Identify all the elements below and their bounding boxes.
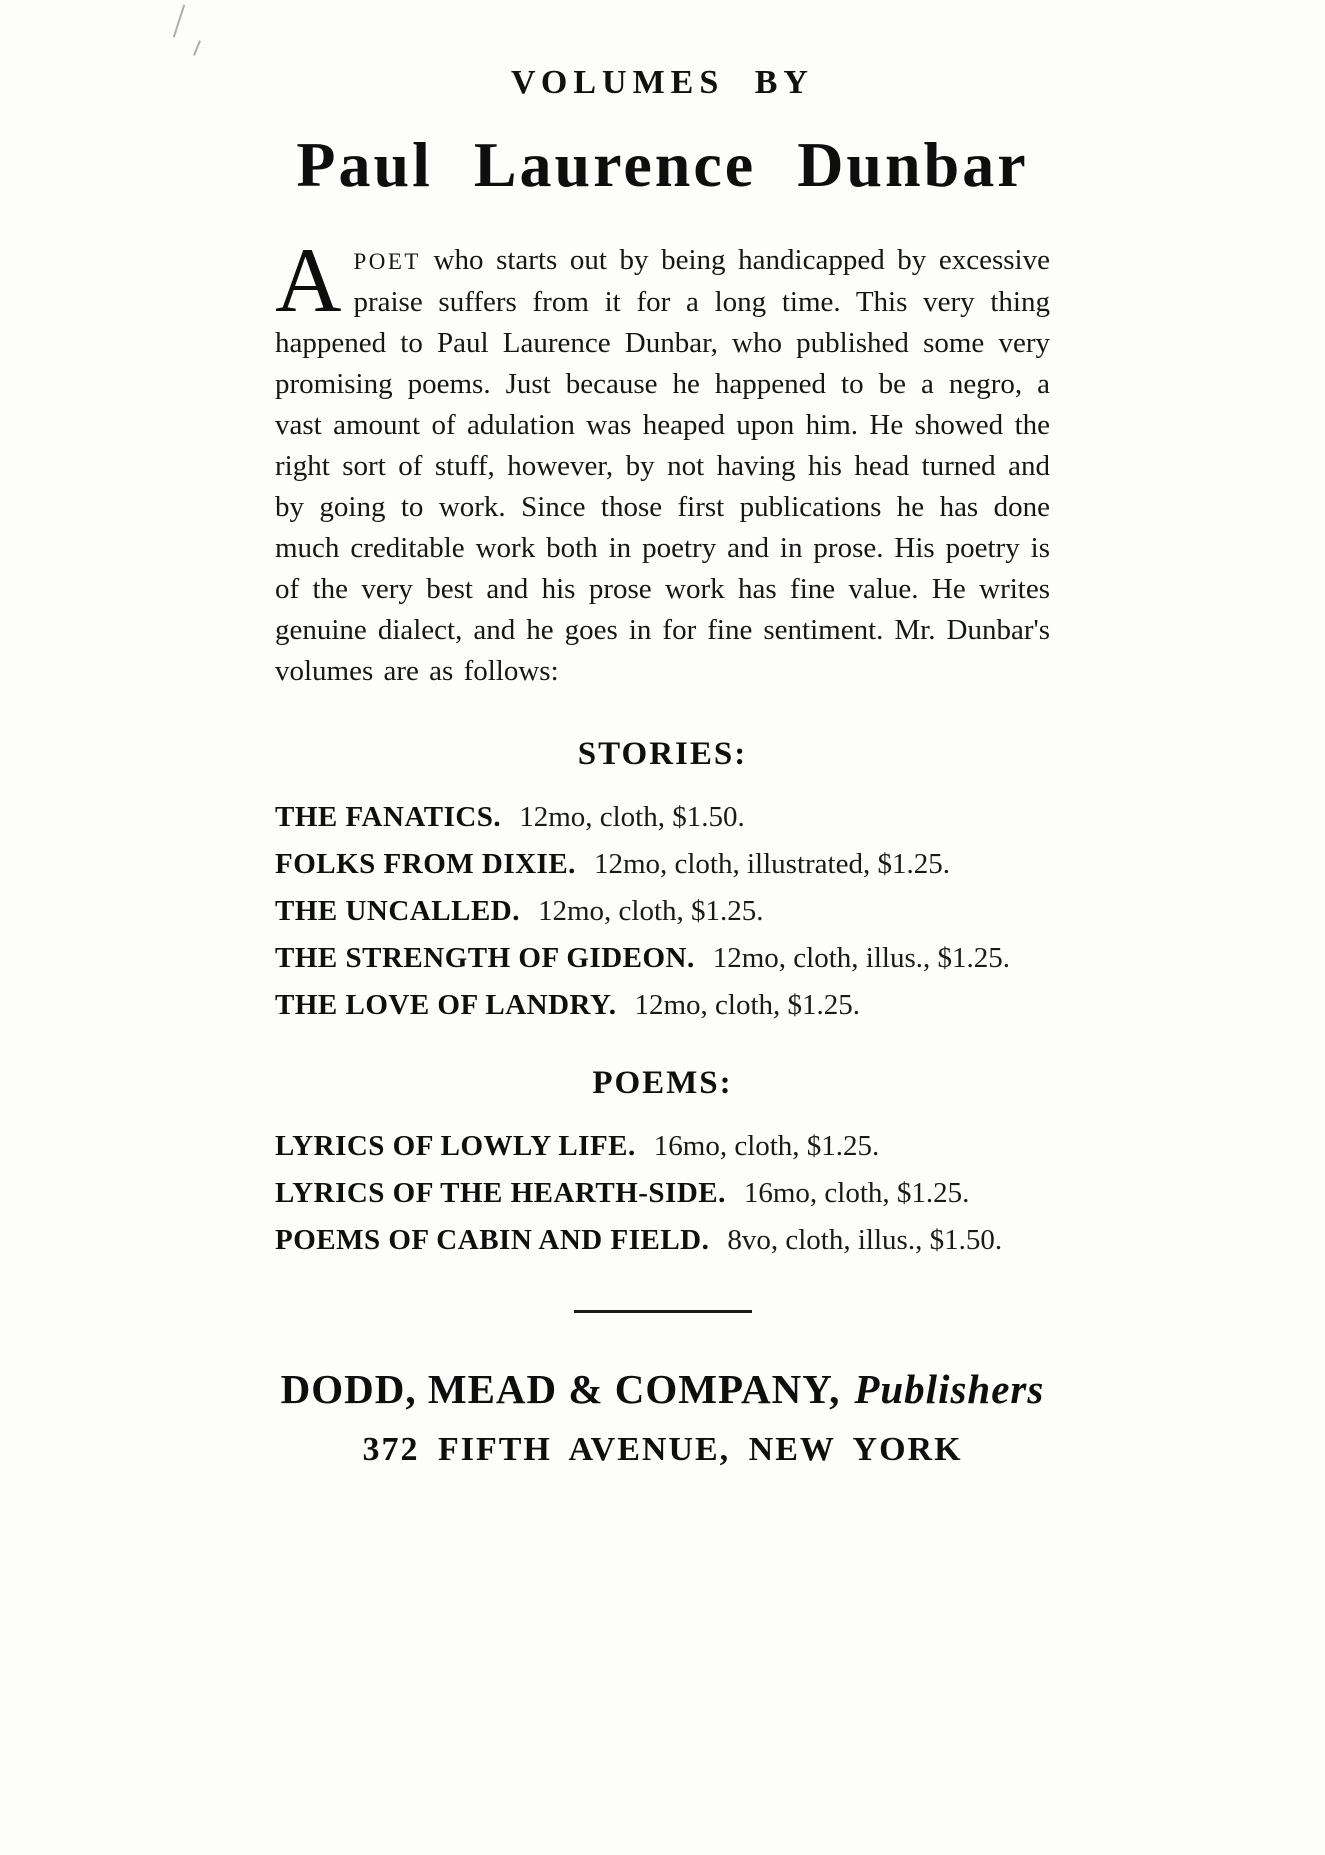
poems-section-heading: POEMS: xyxy=(592,1065,733,1101)
book-title: THE FANATICS. xyxy=(275,801,502,833)
divider-rule xyxy=(574,1310,752,1313)
book-details: 8vo, cloth, illus., $1.50. xyxy=(727,1224,1003,1256)
list-item xyxy=(275,1224,1050,1256)
book-advertisement-page xyxy=(275,0,1050,1469)
intro-text: who starts out by being handicapped by excessive praise suffers from it for a long time. This very thing happened to Paul Laurence Dunbar, who published some very promising poems. Just because he happened to be a negro, a vast amount of adulation was heaped upon him. He showed the right sort of stuff, however, by not having his head turned and by going to work. Since those first publications he has done much creditable work both in poetry and in prose. His poetry is of the very best and his prose work has fine value. He writes genuine dialect, and he goes in for fine sentiment. Mr. Dunbar's volumes are as follows: xyxy=(275,244,1050,687)
publisher-name: DODD, MEAD & COMPANY, xyxy=(280,1366,841,1412)
intro-lead-word: POET xyxy=(353,249,421,274)
list-item xyxy=(275,895,1050,927)
list-item xyxy=(275,1130,1050,1162)
dropcap-letter: A xyxy=(275,229,342,331)
book-details: 12mo, cloth, $1.25. xyxy=(634,989,861,1021)
book-title: THE UNCALLED. xyxy=(275,895,520,927)
book-details: 12mo, cloth, $1.25. xyxy=(538,895,764,927)
book-title: LYRICS OF LOWLY LIFE. xyxy=(275,1130,636,1162)
list-item xyxy=(275,942,1050,974)
list-item xyxy=(275,989,1050,1021)
scan-artifact xyxy=(173,5,185,38)
book-details: 12mo, cloth, illus., $1.25. xyxy=(712,942,1010,974)
poems-list xyxy=(275,1130,1050,1256)
book-details: 16mo, cloth, $1.25. xyxy=(653,1130,880,1162)
publisher-line xyxy=(275,1365,1050,1413)
stories-section-heading: STORIES: xyxy=(577,736,748,772)
book-details: 16mo, cloth, $1.25. xyxy=(743,1177,970,1209)
book-title: THE STRENGTH OF GIDEON. xyxy=(275,942,695,974)
stories-list xyxy=(275,801,1050,1021)
book-title: THE LOVE OF LANDRY. xyxy=(275,989,617,1021)
list-item xyxy=(275,801,1050,833)
publisher-role: Publishers xyxy=(854,1366,1045,1412)
book-title: LYRICS OF THE HEARTH-SIDE. xyxy=(275,1177,726,1209)
book-title: FOLKS FROM DIXIE. xyxy=(275,848,576,880)
publisher-address: 372 FIFTH AVENUE, NEW YORK xyxy=(362,1431,963,1468)
book-details: 12mo, cloth, illustrated, $1.25. xyxy=(593,848,950,880)
book-title: POEMS OF CABIN AND FIELD. xyxy=(275,1224,710,1256)
book-details: 12mo, cloth, $1.50. xyxy=(519,801,745,833)
intro-paragraph xyxy=(275,229,1050,692)
page-title: Paul Laurence Dunbar xyxy=(296,129,1029,200)
scan-artifact xyxy=(193,40,201,56)
page-kicker: VOLUMES BY xyxy=(511,64,814,101)
list-item xyxy=(275,1177,1050,1209)
list-item xyxy=(275,848,1050,880)
